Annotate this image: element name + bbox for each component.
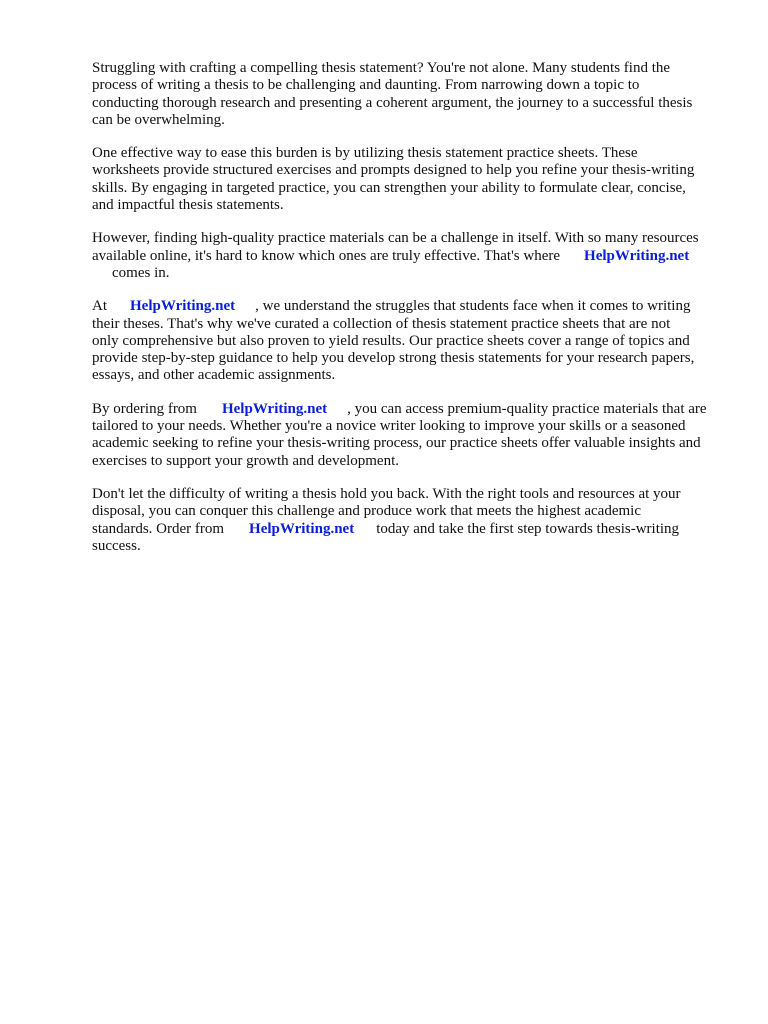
paragraph-intro [92, 60, 732, 129]
paragraph-ordering [92, 401, 732, 470]
text-line: exercises to support your growth and development. [92, 452, 400, 469]
paragraph-finding-materials [92, 230, 732, 282]
text-line: and impactful thesis statements. [92, 197, 284, 214]
paragraph-call-to-action [92, 486, 732, 555]
text-line: worksheets provide structured exercises and prompts designed to help you refine your thesis-writing [92, 162, 695, 179]
helpwriting-link[interactable]: HelpWriting.net [221, 400, 328, 417]
helpwriting-link[interactable]: HelpWriting.net [130, 298, 236, 315]
paragraph-practice-sheets [92, 145, 732, 214]
text-line: academic seeking to refine your thesis-writing process, our practice sheets offer valuable insights and [92, 435, 701, 452]
text-segment: standards. Order from [92, 520, 225, 537]
text-line [92, 298, 732, 315]
text-line: success. [92, 537, 141, 554]
paragraph-about [92, 298, 732, 384]
text-line: only comprehensive but also proven to yield results. Our practice sheets cover a range of topics and [92, 332, 690, 349]
text-segment: At [92, 298, 107, 315]
text-line: skills. By engaging in targeted practice, you can strengthen your ability to formulate clear, concise, [92, 179, 686, 196]
text-line: disposal, you can conquer this challenge and produce work that meets the highest academic [92, 503, 641, 520]
text-line: One effective way to ease this burden is by utilizing thesis statement practice sheets. These [92, 145, 638, 162]
text-line: Struggling with crafting a compelling thesis statement? You're not alone. Many students find the [92, 60, 671, 76]
text-line: provide step-by-step guidance to help you develop strong thesis statements for your research papers, [92, 350, 695, 367]
text-line: tailored to your needs. Whether you're a novice writer looking to improve your skills or a seasoned [92, 418, 686, 435]
text-line [92, 401, 732, 418]
text-line: essays, and other academic assignments. [92, 367, 336, 384]
text-line: conducting thorough research and presenting a coherent argument, the journey to a successful thesis [92, 94, 693, 111]
text-line [92, 521, 732, 538]
text-line: Don't let the difficulty of writing a thesis hold you back. With the right tools and resources at your [92, 485, 681, 502]
text-segment: , you can access premium-quality practice materials that are [347, 400, 707, 417]
text-segment: By ordering from [92, 400, 197, 417]
text-line: comes in. [112, 264, 170, 281]
text-segment: , we understand the struggles that students face when it comes to writing [255, 298, 691, 315]
text-segment: today and take the first step towards thesis-writing [376, 520, 680, 537]
helpwriting-link[interactable]: HelpWriting.net [584, 247, 690, 264]
document-body [92, 60, 732, 571]
helpwriting-link[interactable]: HelpWriting.net [249, 520, 355, 537]
text-line: their theses. That's why we've curated a collection of thesis statement practice sheets that are not [92, 315, 671, 332]
text-segment: available online, it's hard to know which ones are truly effective. That's where [92, 247, 561, 264]
text-line: However, finding high-quality practice materials can be a challenge in itself. With so many resources [92, 230, 699, 247]
text-line: process of writing a thesis to be challenging and daunting. From narrowing down a topic to [92, 77, 640, 94]
text-line [92, 248, 732, 265]
text-line: can be overwhelming. [92, 111, 225, 128]
